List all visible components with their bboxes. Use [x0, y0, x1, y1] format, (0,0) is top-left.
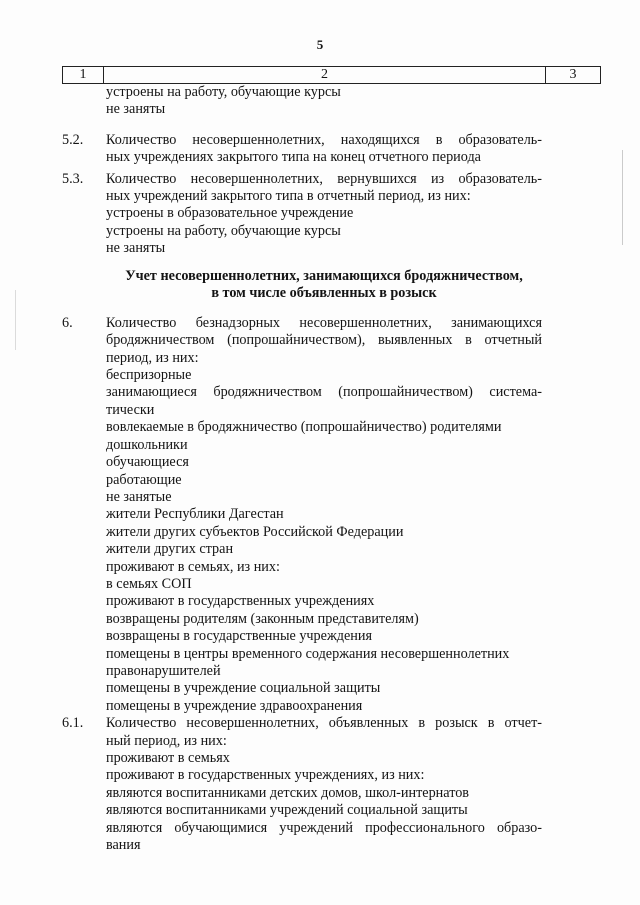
text-line: не занятые	[106, 488, 172, 505]
item-number: 6.1.	[62, 715, 84, 732]
text-line: Количество несовершеннолетних, вернувшихся из образователь-	[106, 170, 542, 187]
text-line: бродяжничеством (попрошайничеством), выявленных в отчетный	[106, 332, 542, 349]
section-heading-line: в том числе объявленных в розыск	[211, 285, 437, 302]
item-number: 5.2.	[62, 131, 84, 148]
item-6	[62, 315, 542, 715]
text-line: ный период, из них:	[106, 732, 227, 749]
section-heading-line: Учет несовершеннолетних, занимающихся бродяжничеством,	[125, 267, 523, 284]
scan-mark	[15, 290, 16, 350]
text-line: проживают в государственных учреждениях, из них:	[106, 767, 425, 784]
text-line: устроены на работу, обучающие курсы	[106, 222, 341, 239]
text-line: дошкольники	[106, 436, 188, 453]
text-line: период, из них:	[106, 349, 199, 366]
text-line: в семьях СОП	[106, 575, 192, 592]
text-line: возвращены родителям (законным представителям)	[106, 610, 419, 627]
text-line: возвращены в государственные учреждения	[106, 628, 372, 645]
text-line: помещены в учреждение здравоохранения	[106, 697, 363, 714]
continuation-block	[62, 84, 542, 119]
text-line: являются воспитанниками детских домов, школ-интернатов	[106, 784, 469, 801]
text-line: не заняты	[106, 101, 166, 118]
column-header-3: 3	[545, 67, 601, 83]
text-line: Количество несовершеннолетних, находящихся в образователь-	[106, 131, 542, 148]
item-5-2	[62, 132, 542, 167]
text-line: работающие	[106, 471, 182, 488]
text-line: жители Республики Дагестан	[106, 506, 284, 523]
column-header-1: 1	[62, 67, 103, 83]
text-line: беспризорные	[106, 367, 192, 384]
item-number: 5.3.	[62, 170, 84, 187]
text-line: ных учреждениях закрытого типа на конец отчетного периода	[106, 149, 481, 166]
text-line: вовлекаемые в бродяжничество (попрошайничество) родителями	[106, 419, 502, 436]
text-line: вания	[106, 837, 141, 854]
text-line: Количество несовершеннолетних, объявленных в розыск в отчет-	[106, 715, 542, 732]
text-line: помещены в центры временного содержания несовершеннолетних	[106, 645, 510, 662]
text-line: не заняты	[106, 240, 166, 257]
text-line: устроены на работу, обучающие курсы	[106, 84, 341, 100]
table-column-header	[62, 66, 601, 84]
page-number: 5	[316, 37, 324, 52]
text-line: ных учреждений закрытого типа в отчетный период, из них:	[106, 188, 471, 205]
text-line: проживают в семьях	[106, 750, 230, 766]
section-heading	[62, 268, 542, 303]
text-line: тически	[106, 401, 155, 418]
item-5-3	[62, 171, 542, 258]
scan-mark	[622, 150, 623, 245]
item-6-1	[62, 715, 542, 854]
text-line: проживают в семьях, из них:	[106, 558, 280, 575]
text-line: помещены в учреждение социальной защиты	[106, 680, 381, 697]
document-body	[62, 84, 542, 854]
text-line: являются обучающимися учреждений профессионального образо-	[106, 819, 542, 836]
text-line: Количество безнадзорных несовершеннолетних, занимающихся	[106, 314, 542, 331]
text-line: устроены в образовательное учреждение	[106, 205, 354, 222]
text-line: являются воспитанниками учреждений социальной защиты	[106, 802, 468, 819]
text-line: обучающиеся	[106, 454, 189, 471]
column-header-2: 2	[103, 67, 545, 83]
text-line: проживают в государственных учреждениях	[106, 593, 375, 610]
text-line: жители других стран	[106, 541, 234, 558]
text-line: жители других субъектов Российской Федерации	[106, 523, 404, 540]
text-line: занимающиеся бродяжничеством (попрошайничеством) система-	[106, 384, 542, 401]
item-number: 6.	[62, 314, 73, 331]
text-line: правонарушителей	[106, 662, 221, 679]
